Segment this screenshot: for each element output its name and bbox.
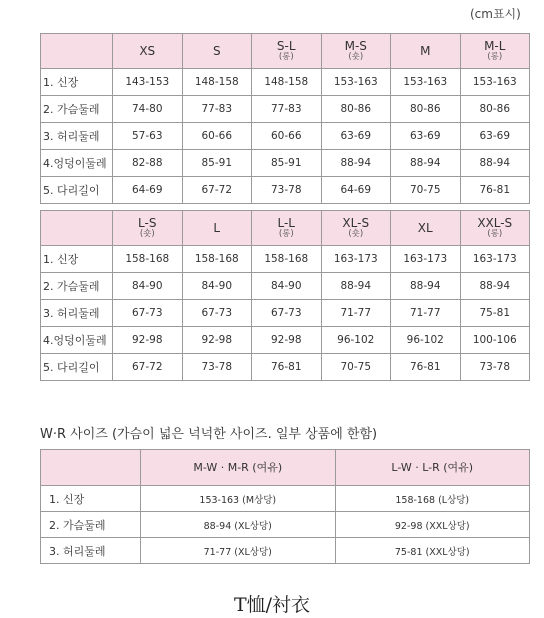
measurement-value: 73-78 <box>182 354 252 381</box>
size-header <box>460 211 530 246</box>
measurement-label: 5. 다리길이 <box>41 354 113 381</box>
measurement-value: 67-73 <box>252 300 322 327</box>
measurement-value: 84-90 <box>113 273 183 300</box>
size-header-label: XXL-S <box>477 216 513 230</box>
measurement-value: 163-173 <box>321 246 391 273</box>
size-header-sublabel: (숏) <box>348 229 364 239</box>
unit-label: (cm표시) <box>470 7 521 21</box>
measurement-value: 96-102 <box>321 327 391 354</box>
measurement-value: 148-158 <box>252 69 322 96</box>
size-table-1 <box>40 33 530 204</box>
measurement-label: 1. 신장 <box>41 246 113 273</box>
size-header <box>182 34 252 69</box>
measurement-label: 4.엉덩이둘레 <box>41 327 113 354</box>
measurement-value: 70-75 <box>391 177 461 204</box>
table-row <box>41 246 530 273</box>
size-header <box>321 211 391 246</box>
header-corner <box>41 450 141 486</box>
size-header <box>141 450 336 486</box>
measurement-label: 3. 허리둘레 <box>41 123 113 150</box>
measurement-value: 153-163 (M상당) <box>141 486 336 512</box>
table-row <box>41 96 530 123</box>
measurement-value: 73-78 <box>252 177 322 204</box>
measurement-value: 88-94 <box>321 273 391 300</box>
measurement-value: 71-77 (XL상당) <box>141 538 336 564</box>
measurement-value: 60-66 <box>182 123 252 150</box>
measurement-value: 64-69 <box>321 177 391 204</box>
measurement-value: 63-69 <box>391 123 461 150</box>
measurement-value: 88-94 <box>321 150 391 177</box>
measurement-value: 92-98 <box>252 327 322 354</box>
measurement-label: 1. 신장 <box>41 486 141 512</box>
size-header <box>113 211 183 246</box>
size-header-sublabel: (롱) <box>278 52 294 62</box>
measurement-value: 80-86 <box>391 96 461 123</box>
size-header-label: M-L <box>484 39 506 53</box>
measurement-label: 5. 다리길이 <box>41 177 113 204</box>
measurement-value: 67-73 <box>182 300 252 327</box>
table-header-row <box>41 450 530 486</box>
measurement-value: 67-72 <box>113 354 183 381</box>
measurement-value: 153-163 <box>460 69 530 96</box>
measurement-value: 82-88 <box>113 150 183 177</box>
measurement-value: 76-81 <box>252 354 322 381</box>
measurement-value: 63-69 <box>460 123 530 150</box>
measurement-label: 2. 가슴둘레 <box>41 273 113 300</box>
size-header <box>252 34 322 69</box>
size-header-sublabel: (숏) <box>139 229 155 239</box>
size-header-label: XL-S <box>342 216 370 230</box>
measurement-value: 85-91 <box>182 150 252 177</box>
header-corner <box>41 34 113 69</box>
measurement-value: 76-81 <box>460 177 530 204</box>
size-header-label: S-L <box>276 39 296 53</box>
measurement-value: 77-83 <box>182 96 252 123</box>
size-header <box>321 34 391 69</box>
measurement-value: 158-168 <box>182 246 252 273</box>
measurement-value: 88-94 (XL상당) <box>141 512 336 538</box>
table-header-row <box>41 34 530 69</box>
table-row <box>41 150 530 177</box>
table-row <box>41 486 530 512</box>
measurement-label: 2. 가슴둘레 <box>41 96 113 123</box>
size-header <box>335 450 530 486</box>
size-header <box>252 211 322 246</box>
size-header-label: L <box>213 220 221 235</box>
measurement-value: 76-81 <box>391 354 461 381</box>
measurement-value: 148-158 <box>182 69 252 96</box>
size-header-label: XL <box>417 220 433 235</box>
size-header-sublabel: (롱) <box>487 52 503 62</box>
table-row <box>41 300 530 327</box>
measurement-value: 67-73 <box>113 300 183 327</box>
measurement-value: 163-173 <box>391 246 461 273</box>
size-header <box>182 211 252 246</box>
measurement-label: 1. 신장 <box>41 69 113 96</box>
size-header-label: L-S <box>138 216 157 230</box>
caption: T恤/衬衣 <box>233 594 311 616</box>
measurement-value: 70-75 <box>321 354 391 381</box>
measurement-value: 143-153 <box>113 69 183 96</box>
size-header <box>113 34 183 69</box>
wr-size-table <box>40 449 530 564</box>
measurement-value: 74-80 <box>113 96 183 123</box>
measurement-value: 153-163 <box>391 69 461 96</box>
table-row <box>41 538 530 564</box>
size-header <box>391 211 461 246</box>
size-header <box>391 34 461 69</box>
measurement-value: 57-63 <box>113 123 183 150</box>
size-header-sublabel: (롱) <box>278 229 294 239</box>
size-header-sublabel: (롱) <box>487 229 503 239</box>
size-header-label: XS <box>139 43 156 58</box>
measurement-value: 85-91 <box>252 150 322 177</box>
measurement-label: 3. 허리둘레 <box>41 300 113 327</box>
measurement-value: 84-90 <box>252 273 322 300</box>
table-row <box>41 69 530 96</box>
measurement-label: 4.엉덩이둘레 <box>41 150 113 177</box>
measurement-value: 75-81 (XXL상당) <box>335 538 530 564</box>
measurement-value: 158-168 <box>113 246 183 273</box>
table-row <box>41 177 530 204</box>
measurement-value: 63-69 <box>321 123 391 150</box>
size-header-label: M-S <box>344 39 367 53</box>
table-row <box>41 512 530 538</box>
measurement-value: 163-173 <box>460 246 530 273</box>
measurement-value: 80-86 <box>321 96 391 123</box>
size-header-label: M-W · M-R (여유) <box>193 461 283 474</box>
table-row <box>41 273 530 300</box>
measurement-value: 92-98 (XXL상당) <box>335 512 530 538</box>
measurement-value: 88-94 <box>460 150 530 177</box>
table-row <box>41 123 530 150</box>
measurement-value: 80-86 <box>460 96 530 123</box>
table-row <box>41 354 530 381</box>
measurement-value: 88-94 <box>460 273 530 300</box>
measurement-value: 84-90 <box>182 273 252 300</box>
measurement-value: 73-78 <box>460 354 530 381</box>
measurement-value: 77-83 <box>252 96 322 123</box>
measurement-value: 60-66 <box>252 123 322 150</box>
measurement-value: 67-72 <box>182 177 252 204</box>
measurement-value: 158-168 (L상당) <box>335 486 530 512</box>
measurement-value: 92-98 <box>113 327 183 354</box>
measurement-value: 153-163 <box>321 69 391 96</box>
measurement-value: 75-81 <box>460 300 530 327</box>
measurement-label: 3. 허리둘레 <box>41 538 141 564</box>
size-header-sublabel: (숏) <box>348 52 364 62</box>
size-header <box>460 34 530 69</box>
header-corner <box>41 211 113 246</box>
table-header-row <box>41 211 530 246</box>
measurement-value: 71-77 <box>321 300 391 327</box>
measurement-value: 88-94 <box>391 150 461 177</box>
wr-size-note: W·R 사이즈 (가슴이 넓은 넉넉한 사이즈. 일부 상품에 한함) <box>40 427 378 442</box>
size-header-label: L-L <box>277 216 295 230</box>
measurement-value: 100-106 <box>460 327 530 354</box>
measurement-value: 158-168 <box>252 246 322 273</box>
size-header-label: M <box>420 43 431 58</box>
size-header-label: L-W · L-R (여유) <box>391 461 474 474</box>
measurement-label: 2. 가슴둘레 <box>41 512 141 538</box>
measurement-value: 88-94 <box>391 273 461 300</box>
table-row <box>41 327 530 354</box>
measurement-value: 64-69 <box>113 177 183 204</box>
measurement-value: 96-102 <box>391 327 461 354</box>
size-header-label: S <box>212 43 221 58</box>
size-table-2 <box>40 210 530 381</box>
measurement-value: 92-98 <box>182 327 252 354</box>
measurement-value: 71-77 <box>391 300 461 327</box>
